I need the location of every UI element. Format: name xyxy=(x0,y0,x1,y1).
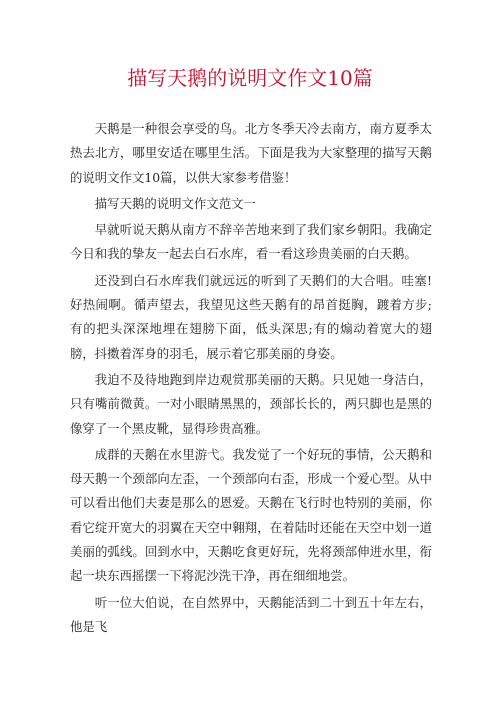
body-paragraph: 早就听说天鹅从南方不辞辛苦地来到了我们家乡朝阳。我确定今日和我的挚友一起去白石水库，看一看这珍贵美丽的白天鹅。 xyxy=(70,222,432,262)
body-paragraph: 我迫不及待地跑到岸边观赏那美丽的天鹅。只见她一身洁白，只有嘴前微黄。一对小眼睛黑黑的，颈部长长的，两只脚也是黑的像穿了一个黑皮靴，显得珍贵高雅。 xyxy=(70,371,432,436)
body-paragraph: 成群的天鹅在水里游弋。我发觉了一个好玩的事情，公天鹅和母天鹅一个颈部向左歪，一个颈部向右歪，形成一个爱心型。从中可以看出他们夫妻是那么的恩爱。天鹅在飞行时也特别的美丽，你看它绽开宽大的羽翼在天空中翱翔，在着陆时还能在天空中划一道美丽的弧线。回到水中，天鹅吃食更好玩，先将颈部伸进水里，衔起一块东西摇摆一下将泥沙洗干净，再在细细地尝。 xyxy=(70,446,432,584)
intro-paragraph: 天鹅是一种很会享受的鸟。北方冬季天冷去南方，南方夏季太热去北方，哪里安适在哪里生活。下面是我为大家整理的描写天鹅的说明文作文10篇，以供大家参考借鉴！ xyxy=(70,121,432,185)
document-title: 描写天鹅的说明文作文10篇 xyxy=(127,66,373,90)
document-body xyxy=(70,117,432,641)
body-paragraph: 听一位大伯说，在自然界中，天鹅能活到二十到五十年左右，他是飞 xyxy=(70,594,432,634)
section-heading: 描写天鹅的说明文作文范文一 xyxy=(94,195,256,211)
body-paragraph: 还没到白石水库我们就远远的听到了天鹅们的大合唱。哇塞!好热闹啊。循声望去，我望见这些天鹅有的昂首挺胸，踱着方步;有的把头深深地埋在翅膀下面，低头深思;有的煽动着宽大的翅膀，抖擞着浑身的羽毛，展示着它那美丽的身姿。 xyxy=(70,272,432,361)
